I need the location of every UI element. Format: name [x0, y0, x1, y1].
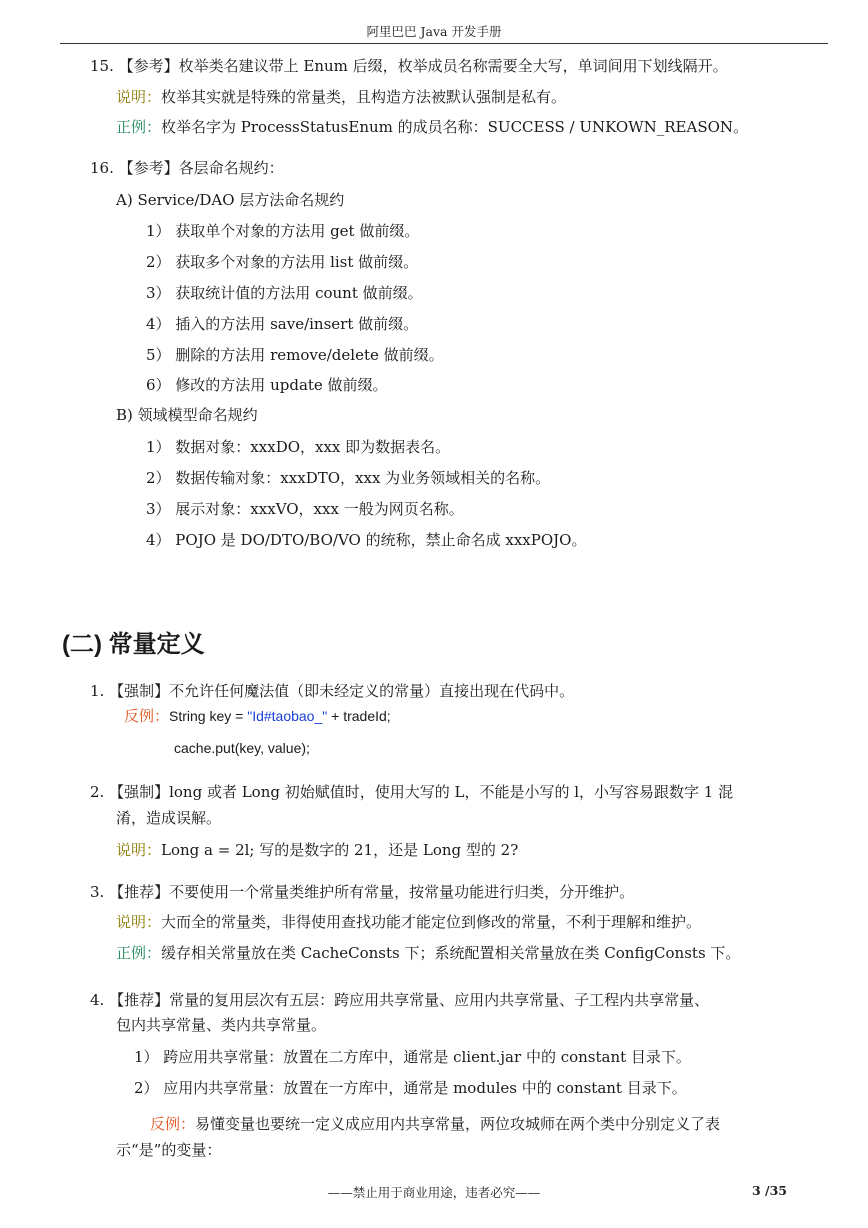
- note-text: 大而全的常量类，非得使用查找功能才能定位到修改的常量，不利于理解和维护。: [161, 913, 702, 931]
- section-title: (二) 常量定义: [62, 631, 205, 658]
- list-item: 2） 获取多个对象的方法用 list 做前缀。: [146, 253, 419, 271]
- item-15-text: 15. 【参考】枚举类名建议带上 Enum 后缀，枚举成员名称需要全大写，单词间用下划线隔开。: [90, 57, 728, 75]
- example-text: 缓存相关常量放在类 CacheConsts 下；系统配置相关常量放在类 ConfigConsts 下。: [161, 944, 741, 962]
- const-item-1-counter-example: [124, 706, 391, 726]
- const-item-3-example: [116, 943, 740, 963]
- const-item-4-counter-example: [150, 1114, 720, 1134]
- code-line: cache.put(key, value);: [174, 740, 310, 756]
- list-item: 3） 获取统计值的方法用 count 做前缀。: [146, 284, 423, 302]
- header-divider: [60, 43, 828, 44]
- example-label: 正例：: [116, 118, 162, 136]
- example-label: 正例：: [116, 944, 162, 962]
- const-item-4-text-cont: 包内共享常量、类内共享常量。: [116, 1016, 327, 1034]
- list-item: 4） POJO 是 DO/DTO/BO/VO 的统称，禁止命名成 xxxPOJO。: [146, 531, 587, 549]
- counter-example-text-cont: 示“是”的变量：: [116, 1141, 222, 1159]
- code-string: "Id#taobao_": [247, 708, 328, 724]
- list-item: 1） 数据对象：xxxDO，xxx 即为数据表名。: [146, 438, 451, 456]
- note-label: 说明：: [116, 841, 162, 859]
- const-item-2-text-cont: 淆，造成误解。: [116, 809, 222, 827]
- note-label: 说明：: [116, 913, 162, 931]
- page-header: 阿里巴巴 Java 开发手册: [366, 24, 502, 39]
- list-item: 2） 应用内共享常量：放置在一方库中，通常是 modules 中的 constant 目录下。: [134, 1079, 687, 1097]
- counter-example-label: 反例：: [150, 1115, 196, 1133]
- list-item: 1） 获取单个对象的方法用 get 做前缀。: [146, 222, 420, 240]
- item-15-example: [116, 117, 748, 137]
- item-16-a-title: A) Service/DAO 层方法命名规约: [116, 191, 345, 209]
- code-line-end: + tradeId;: [327, 708, 391, 724]
- code-line: String key =: [169, 708, 248, 724]
- note-text: 枚举其实就是特殊的常量类，且构造方法被默认强制是私有。: [161, 88, 567, 106]
- list-item: 4） 插入的方法用 save/insert 做前缀。: [146, 315, 419, 333]
- const-item-3-note: [116, 912, 701, 932]
- list-item: 1） 跨应用共享常量：放置在二方库中，通常是 client.jar 中的 constant 目录下。: [134, 1048, 691, 1066]
- note-text: Long a = 2l; 写的是数字的 21，还是 Long 型的 2?: [161, 841, 519, 859]
- item-16-text: 16. 【参考】各层命名规约：: [90, 159, 284, 177]
- note-label: 说明：: [116, 88, 162, 106]
- counter-example-text: 易懂变量也要统一定义成应用内共享常量，两位攻城师在两个类中分别定义了表: [195, 1115, 721, 1133]
- const-item-1-text: 1. 【强制】不允许任何魔法值（即未经定义的常量）直接出现在代码中。: [90, 682, 575, 700]
- item-16-b-title: B) 领域模型命名规约: [116, 406, 258, 424]
- list-item: 2） 数据传输对象：xxxDTO，xxx 为业务领域相关的名称。: [146, 469, 551, 487]
- const-item-2-text: 2. 【强制】long 或者 Long 初始赋值时，使用大写的 L，不能是小写的 l，小写容易跟数字 1 混: [90, 783, 734, 801]
- list-item: 6） 修改的方法用 update 做前缀。: [146, 376, 388, 394]
- list-item: 3） 展示对象：xxxVO，xxx 一般为网页名称。: [146, 500, 464, 518]
- page-number: 3 /35: [752, 1183, 788, 1198]
- item-15-note: [116, 87, 566, 107]
- example-text: 枚举名字为 ProcessStatusEnum 的成员名称：SUCCESS / UNKOWN_REASON。: [161, 118, 749, 136]
- counter-example-label: 反例：: [124, 707, 170, 725]
- page-footer: ——禁止用于商业用途，违者必究——: [327, 1185, 541, 1200]
- list-item: 5） 删除的方法用 remove/delete 做前缀。: [146, 346, 444, 364]
- const-item-3-text: 3. 【推荐】不要使用一个常量类维护所有常量，按常量功能进行归类，分开维护。: [90, 883, 635, 901]
- const-item-4-text: 4. 【推荐】常量的复用层次有五层：跨应用共享常量、应用内共享常量、子工程内共享常量、: [90, 991, 710, 1009]
- const-item-2-note: [116, 840, 518, 860]
